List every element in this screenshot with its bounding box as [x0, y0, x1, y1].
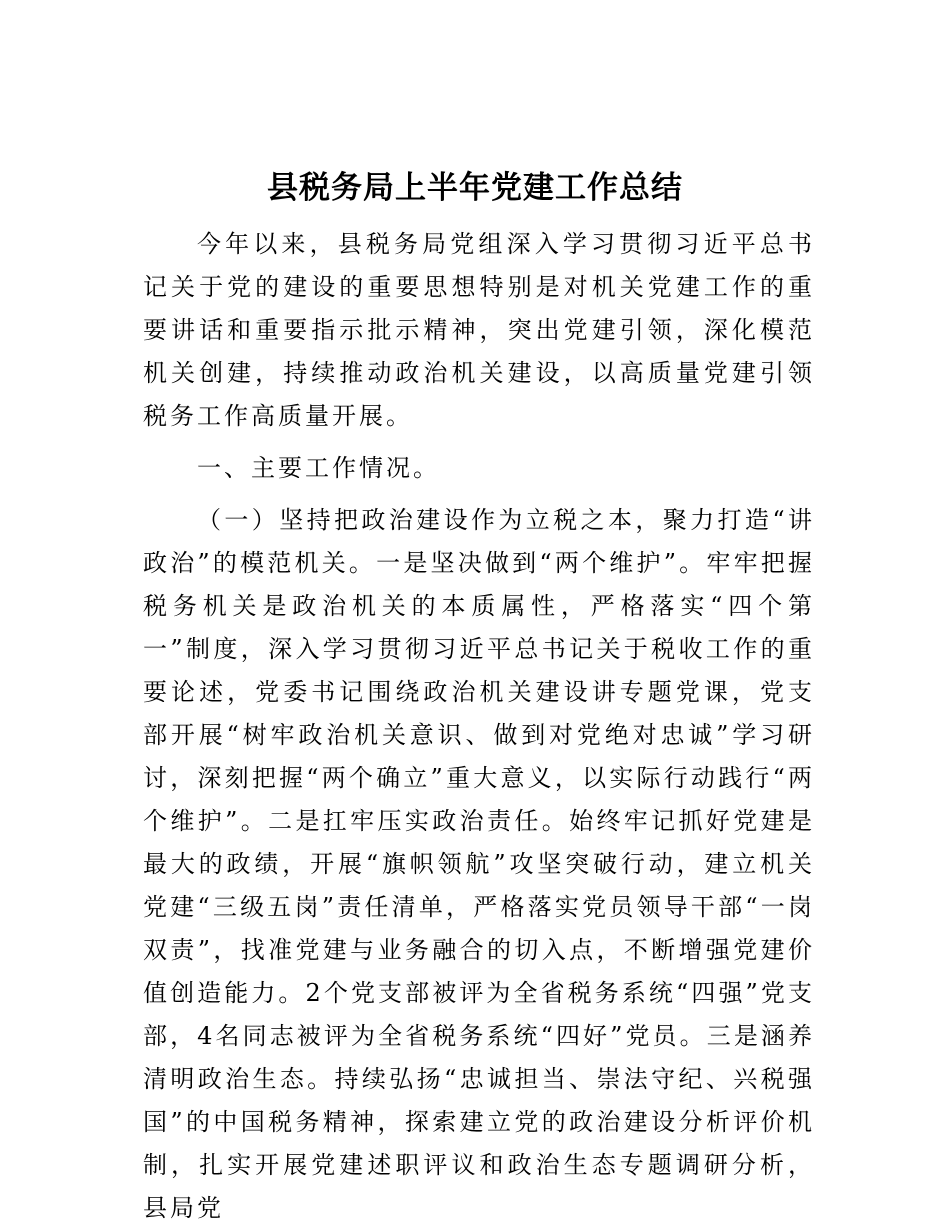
document-title: 县税务局上半年党建工作总结: [267, 170, 683, 206]
subsection-paragraph: （一）坚持把政治建设作为立税之本，聚力打造“讲政治”的模范机关。一是坚决做到“两个维护”。牢牢把握税务机关是政治机关的本质属性，严格落实“四个第一”制度，深入学习贯彻习近平总书记关于税收工作的重要论述，党委书记围绕政治机关建设讲专题党课，党支部开展“树牢政治机关意识、做到对党绝对忠诚”学习研讨，深刻把握“两个确立”重大意义，以实际行动践行“两个维护”。二是扛牢压实政治责任。始终牢记抓好党建是最大的政绩，开展“旗帜领航”攻坚突破行动，建立机关党建“三级五岗”责任清单，严格落实党员领导干部“一岗双责”，找准党建与业务融合的切入点，不断增强党建价值创造能力。2个党支部被评为全省税务系统“四强”党支部，4名同志被评为全省税务系统“四好”党员。三是涵养清明政治生态。持续弘扬“忠诚担当、崇法守纪、兴税强国”的中国税务精神，探索建立党的政治建设分析评价机制，扎实开展党建述职评议和政治生态专题调研分析，县局党: [143, 506, 815, 1222]
section-heading: 一、主要工作情况。: [197, 454, 440, 482]
document-body: [143, 223, 815, 1230]
intro-paragraph: 今年以来，县税务局党组深入学习贯彻习近平总书记关于党的建设的重要思想特别是对机关党建工作的重要讲话和重要指示批示精神，突出党建引领，深化模范机关创建，持续推动政治机关建设，以高质量党建引领税务工作高质量开展。: [143, 230, 815, 430]
